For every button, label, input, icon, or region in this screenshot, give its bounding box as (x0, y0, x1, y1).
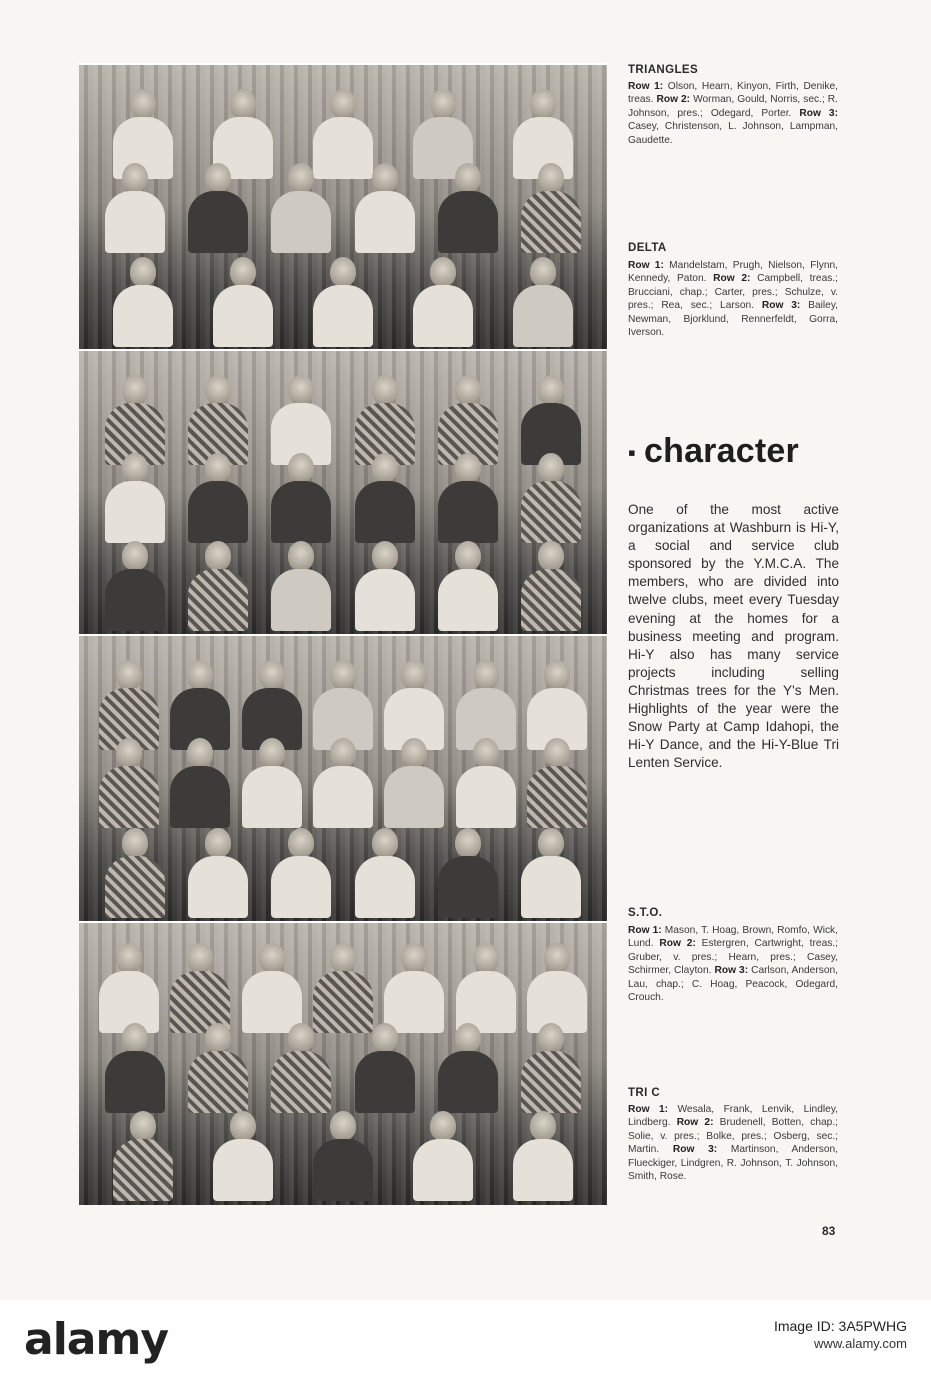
caption-sto (628, 924, 838, 1004)
row-names: Wesala, Frank, Lenvik, Lindley, Lindberg. (628, 1104, 838, 1129)
person (184, 826, 252, 918)
person (101, 161, 169, 253)
person (380, 736, 448, 828)
row-names: Carlson, Anderson, Lau, chap.; C. Hoag, Peacock, Odegard, Crouch. (628, 965, 838, 1004)
row-label: Row 1: (628, 925, 662, 936)
person (351, 1021, 419, 1113)
caption-triangles (628, 80, 838, 147)
row-names: Olson, Hearn, Kinyon, Firth, Denike, treas. (628, 81, 838, 106)
person (101, 826, 169, 918)
person (109, 1109, 177, 1201)
page-number: 83 (822, 1224, 836, 1238)
watermark-footer (0, 1300, 931, 1390)
square-bullet-icon: ▪ (628, 440, 636, 466)
row-names: Bailey, Newman, Bjorklund, Rennerfeldt, Gorra, Iverson. (628, 300, 838, 339)
person (209, 255, 277, 347)
row-names: Mandelstam, Prugh, Nielson, Flynn, Kennedy, Paton. (628, 260, 838, 285)
person (309, 736, 377, 828)
person (517, 451, 585, 543)
person (380, 941, 448, 1033)
row-label: Row 2: (659, 938, 696, 950)
person (166, 736, 234, 828)
person (95, 941, 163, 1033)
person (351, 826, 419, 918)
row-label: Row 2: (713, 273, 751, 285)
section-title-tri-c: TRI C (628, 1087, 661, 1099)
person (267, 1021, 335, 1113)
row-names: Mason, T. Hoag, Brown, Romfo, Wick, Lund. (628, 925, 838, 950)
person (209, 1109, 277, 1201)
person (267, 451, 335, 543)
site-url[interactable]: www.alamy.com (814, 1336, 907, 1351)
person (238, 941, 306, 1033)
group-photo-triangles (79, 63, 607, 350)
row-label: Row 1: (628, 81, 664, 92)
feature-heading-text: character (644, 432, 799, 470)
person (267, 826, 335, 918)
group-photo-sto (79, 634, 607, 922)
person (452, 736, 520, 828)
feature-body: One of the most active organizations at Washburn is Hi-Y, a social and service club sponsored by the Y.M.C.A. The members, who are divided into twelve clubs, meet every Tuesday evening at the homes for a business meeting and program. Hi-Y also has many service projects including selling Christmas trees for the Y's Men. Highlights of the year were the Snow Party at Camp Idahopi, the Hi-Y Dance, and the Hi-Y-Blue Tri Lenten Service. (628, 502, 839, 771)
person (309, 941, 377, 1033)
row-names: Casey, Christenson, L. Johnson, Lampman, Gaudette. (628, 121, 838, 146)
person (517, 826, 585, 918)
row-names: Martinson, Anderson, Flueckiger, Lindgren, R. Johnson, T. Johnson, Smith, Rose. (628, 1144, 838, 1183)
feature-heading (628, 432, 799, 471)
row-label: Row 1: (628, 260, 664, 271)
row-names: Brudenell, Botten, chap.; Solie, v. pres.; Bolke, pres.; Osberg, sec.; Martin. (628, 1117, 838, 1156)
row-names: Worman, Gould, Norris, sec.; R. Johnson, pres.; Odegard, Porter. (628, 94, 838, 119)
row-label: Row 2: (656, 94, 691, 106)
person (109, 255, 177, 347)
row-label: Row 3: (799, 107, 838, 119)
person (309, 1109, 377, 1201)
row-names: Estergren, Cartwright, treas.; Gruber, v. pres.; Hearn, pres.; Casey, Schirmer, Clayton. (628, 938, 838, 977)
row-label: Row 3: (672, 1144, 718, 1156)
person (434, 826, 502, 918)
person (351, 161, 419, 253)
person (509, 1109, 577, 1201)
person (351, 451, 419, 543)
person (434, 451, 502, 543)
row-label: Row 2: (676, 1117, 714, 1129)
person (517, 161, 585, 253)
person (309, 255, 377, 347)
person (184, 1021, 252, 1113)
row-names: Campbell, treas.; Brucciani, chap.; Carter, pres.; Schulze, v. pres.; Rea, sec.; Larson. (628, 273, 838, 312)
alamy-logo: alamy (24, 1314, 168, 1365)
caption-tri-c (628, 1103, 838, 1183)
person (351, 539, 419, 631)
group-photo-delta (79, 349, 607, 635)
person (101, 451, 169, 543)
section-title-sto: S.T.O. (628, 907, 663, 919)
person (238, 736, 306, 828)
person (434, 1021, 502, 1113)
person (409, 255, 477, 347)
person (517, 539, 585, 631)
person (101, 1021, 169, 1113)
person (434, 161, 502, 253)
caption-delta (628, 259, 838, 339)
row-label: Row 1: (628, 1104, 669, 1115)
section-title-delta: DELTA (628, 242, 667, 254)
section-title-triangles: TRIANGLES (628, 64, 699, 76)
person (517, 1021, 585, 1113)
person (267, 161, 335, 253)
person (509, 255, 577, 347)
person (95, 736, 163, 828)
person (184, 161, 252, 253)
person (166, 941, 234, 1033)
person (452, 941, 520, 1033)
image-id: Image ID: 3A5PWHG (773, 1318, 907, 1334)
row-label: Row 3: (714, 965, 749, 977)
group-photo-tri-c (79, 921, 607, 1205)
person (523, 941, 591, 1033)
person (523, 736, 591, 828)
image-meta (774, 1318, 907, 1352)
person (409, 1109, 477, 1201)
row-label: Row 3: (761, 300, 801, 312)
person (101, 539, 169, 631)
person (184, 451, 252, 543)
person (184, 539, 252, 631)
person (267, 539, 335, 631)
person (434, 539, 502, 631)
